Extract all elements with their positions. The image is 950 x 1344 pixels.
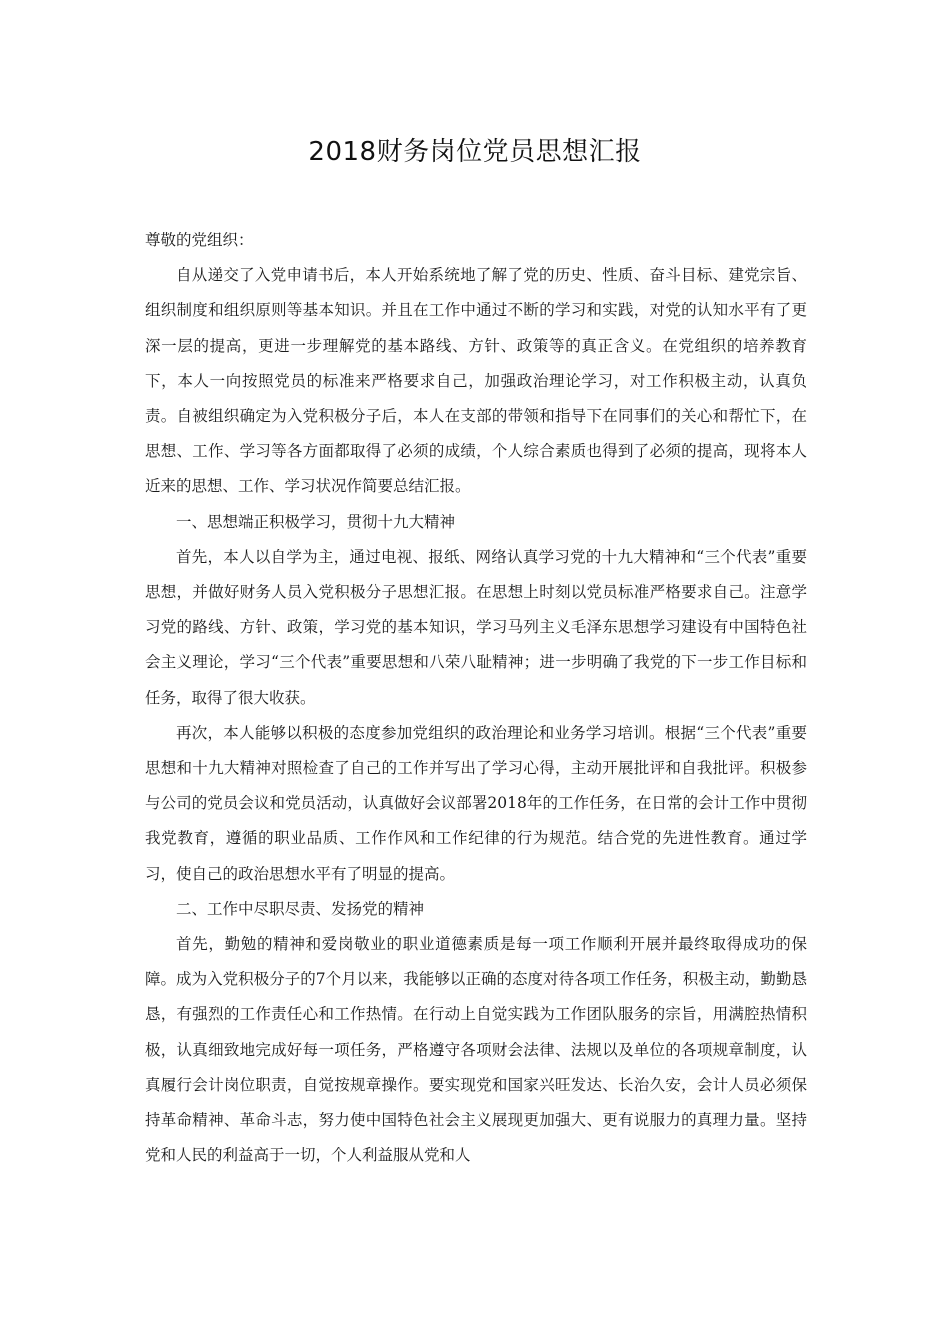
paragraph-work-first: 首先，勤勉的精神和爱岗敬业的职业道德素质是每一项工作顺利开展并最终取得成功的保障。成为入党积极分子的7个月以来，我能够以正确的态度对待各项工作任务，积极主动，勤勤恳恳，有强烈的工作责任心和工作热情。在行动上自觉实践为工作团队服务的宗旨，用满腔热情积极，认真细致地完成好每一项任务，严格遵守各项财会法律、法规以及单位的各项规章制度，认真履行会计岗位职责，自觉按规章操作。要实现党和国家兴旺发达、长治久安，会计人员必须保持革命精神、革命斗志，努力使中国特色社会主义展现更加强大、更有说服力的真理力量。坚持党和人民的利益高于一切，个人利益服从党和人 <box>145 935 807 1165</box>
document-title: 2018财务岗位党员思想汇报 <box>308 137 642 167</box>
section-heading-1: 一、思想端正积极学习，贯彻十九大精神 <box>176 512 456 531</box>
section-heading-2: 二、工作中尽职尽责、发扬党的精神 <box>176 899 425 918</box>
salutation: 尊敬的党组织： <box>145 231 254 249</box>
paragraph-intro: 自从递交了入党申请书后，本人开始系统地了解了党的历史、性质、奋斗目标、建党宗旨、组织制度和组织原则等基本知识。并且在工作中通过不断的学习和实践，对党的认知水平有了更深一层的提高，更进一步理解党的基本路线、方针、政策等的真正含义。在党组织的培养教育下，本人一向按照党员的标准来严格要求自己，加强政治理论学习，对工作积极主动，认真负责。自被组织确定为入党积极分子后，本人在支部的带领和指导下在同事们的关心和帮忙下，在思想、工作、学习等各方面都取得了必须的成绩，个人综合素质也得到了必须的提高，现将本人近来的思想、工作、学习状况作简要总结汇报。 <box>145 266 807 496</box>
paragraph-study-second: 再次，本人能够以积极的态度参加党组织的政治理论和业务学习培训。根据“三个代表”重要思想和十九大精神对照检查了自己的工作并写出了学习心得，主动开展批评和自我批评。积极参与公司的党员会议和党员活动，认真做好会议部署2018年的工作任务，在日常的会计工作中贯彻我党教育，遵循的职业品质、工作作风和工作纪律的行为规范。结合党的先进性教育。通过学习，使自己的政治思想水平有了明显的提高。 <box>145 723 807 883</box>
paragraph-study-first: 首先，本人以自学为主，通过电视、报纸、网络认真学习党的十九大精神和“三个代表”重要思想，并做好财务人员入党积极分子思想汇报。在思想上时刻以党员标准严格要求自己。注意学习党的路线、方针、政策，学习党的基本知识，学习马列主义毛泽东思想学习建设有中国特色社会主义理论，学习“三个代表”重要思想和八荣八耻精神；进一步明确了我党的下一步工作目标和任务，取得了很大收获。 <box>145 547 807 707</box>
document-body <box>145 223 807 1173</box>
